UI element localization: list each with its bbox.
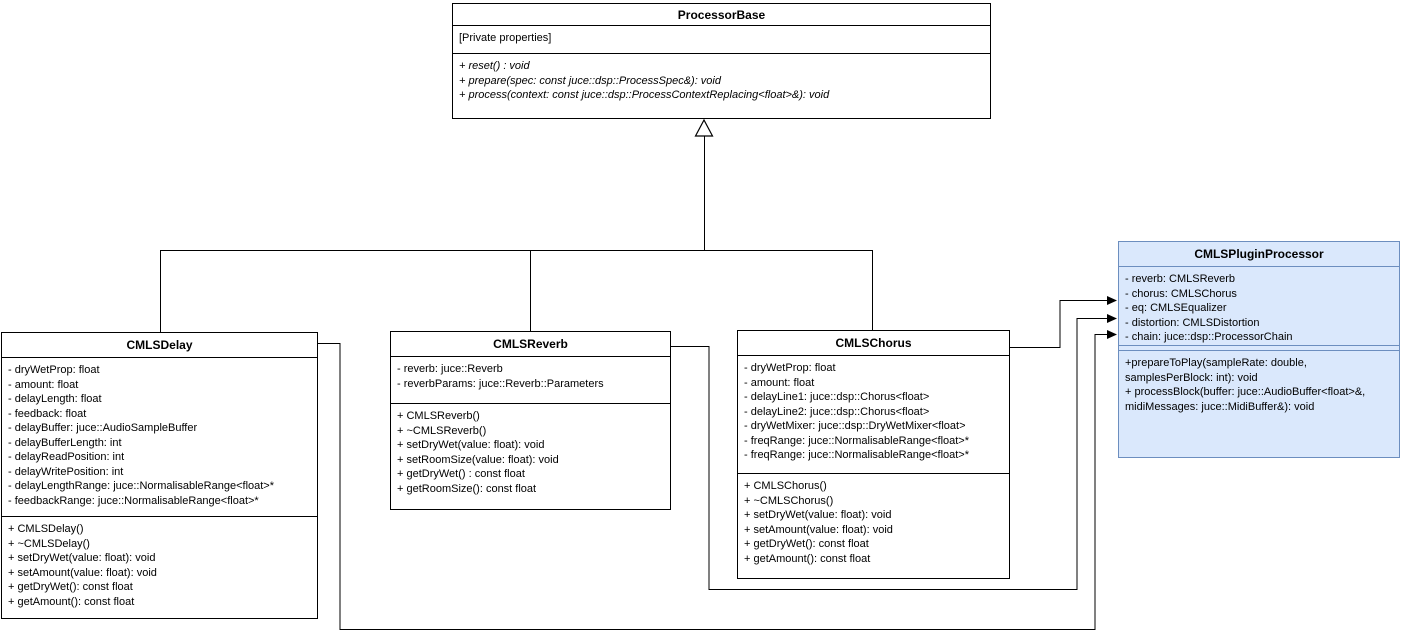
uml-method: + ~CMLSChorus() (744, 494, 834, 507)
uml-attribute: - reverb: CMLSReverb (1125, 273, 1236, 285)
uml-method: + reset() : void (459, 60, 530, 72)
uml-attribute: - delayLengthRange: juce::NormalisableRange<float>* (8, 480, 275, 492)
uml-method: + setDryWet(value: float): void (397, 439, 545, 451)
class-methods-section (453, 54, 990, 118)
uml-method: + CMLSChorus() (744, 480, 827, 492)
uml-attribute: - amount: float (744, 376, 815, 389)
uml-attribute: - delayReadPosition: int (8, 451, 125, 463)
class-methods-section (2, 517, 317, 618)
class-attributes-section (453, 26, 990, 54)
uml-attribute: - reverb: juce::Reverb (397, 363, 503, 375)
uml-method: + CMLSReverb() (397, 410, 480, 422)
uml-method: + getDryWet(): const float (8, 581, 133, 593)
uml-attribute: - delayLine2: juce::dsp::Chorus<float> (744, 405, 930, 418)
uml-method: + setRoomSize(value: float): void (397, 453, 559, 466)
uml-method: + getRoomSize(): const float (397, 482, 537, 495)
uml-attribute: - feedbackRange: juce::NormalisableRange<float>* (8, 494, 259, 507)
class-box-processorbase (452, 3, 991, 119)
uml-method: + prepare(spec: const juce::dsp::ProcessSpec&): void (459, 74, 721, 87)
association-delay-arrowhead (1107, 330, 1117, 339)
class-title: CMLSPluginProcessor (1119, 242, 1399, 267)
uml-method: + getAmount(): const float (8, 595, 135, 608)
class-attributes-section (2, 358, 317, 517)
association-chorus-to-plugin (1010, 301, 1109, 348)
class-title: CMLSChorus (738, 331, 1009, 356)
uml-attribute: - delayLength: float (8, 393, 102, 405)
uml-attribute: - feedback: float (8, 407, 87, 420)
inheritance-connector (160, 136, 873, 332)
uml-attribute: - reverbParams: juce::Reverb::Parameters (397, 377, 604, 390)
uml-method: + setAmount(value: float): void (744, 523, 893, 536)
class-attributes-section (391, 357, 670, 404)
uml-method: + ~CMLSDelay() (8, 537, 90, 550)
class-methods-section (1119, 351, 1399, 457)
uml-method: + process(context: const juce::dsp::ProcessContextReplacing<float>&): void (459, 89, 830, 101)
association-chorus-arrowhead (1107, 296, 1117, 305)
class-box-cmlspluginprocessor (1118, 241, 1400, 458)
uml-attribute: - delayBufferLength: int (8, 436, 122, 449)
class-title: ProcessorBase (453, 4, 990, 26)
uml-method: + processBlock(buffer: juce::AudioBuffer<float>&, midiMessages: juce::MidiBuffer&): void (1125, 386, 1366, 413)
uml-method: + setDryWet(value: float): void (744, 509, 892, 521)
uml-attribute: [Private properties] (459, 32, 552, 44)
class-box-cmlsreverb (390, 331, 671, 510)
uml-attribute: - dryWetProp: float (744, 362, 836, 374)
uml-attribute: - dryWetProp: float (8, 364, 100, 376)
uml-method: + ~CMLSReverb() (397, 424, 487, 437)
class-title: CMLSDelay (2, 333, 317, 358)
uml-attribute: - delayLine1: juce::dsp::Chorus<float> (744, 391, 930, 403)
uml-attribute: - delayBuffer: juce::AudioSampleBuffer (8, 422, 198, 434)
uml-method: + CMLSDelay() (8, 523, 84, 535)
inheritance-arrowhead (696, 120, 713, 136)
uml-method: + getAmount(): const float (744, 552, 871, 565)
uml-attribute: - eq: CMLSEqualizer (1125, 302, 1227, 314)
uml-attribute: - freqRange: juce::NormalisableRange<float>* (744, 449, 970, 461)
uml-method: + setAmount(value: float): void (8, 566, 157, 579)
uml-attribute: - distortion: CMLSDistortion (1125, 316, 1260, 329)
uml-method: + setDryWet(value: float): void (8, 552, 156, 564)
uml-attribute: - chain: juce::dsp::ProcessorChain (1125, 331, 1293, 343)
class-box-cmlsdelay (1, 332, 318, 619)
uml-attribute: - delayWritePosition: int (8, 465, 124, 478)
uml-method: + getDryWet() : const float (397, 468, 525, 480)
uml-attribute: - amount: float (8, 378, 79, 391)
uml-method: +prepareToPlay(sampleRate: double, samplesPerBlock: int): void (1125, 357, 1307, 384)
uml-method: + getDryWet(): const float (744, 538, 869, 550)
class-methods-section (391, 404, 670, 509)
class-methods-section (738, 474, 1009, 578)
class-box-cmlschorus (737, 330, 1010, 579)
class-attributes-section (738, 356, 1009, 474)
uml-attribute: - freqRange: juce::NormalisableRange<float>* (744, 434, 970, 447)
uml-attribute: - dryWetMixer: juce::dsp::DryWetMixer<float> (744, 420, 966, 432)
class-attributes-section (1119, 267, 1399, 346)
uml-attribute: - chorus: CMLSChorus (1125, 287, 1237, 300)
class-title: CMLSReverb (391, 332, 670, 357)
association-reverb-arrowhead (1107, 314, 1117, 323)
